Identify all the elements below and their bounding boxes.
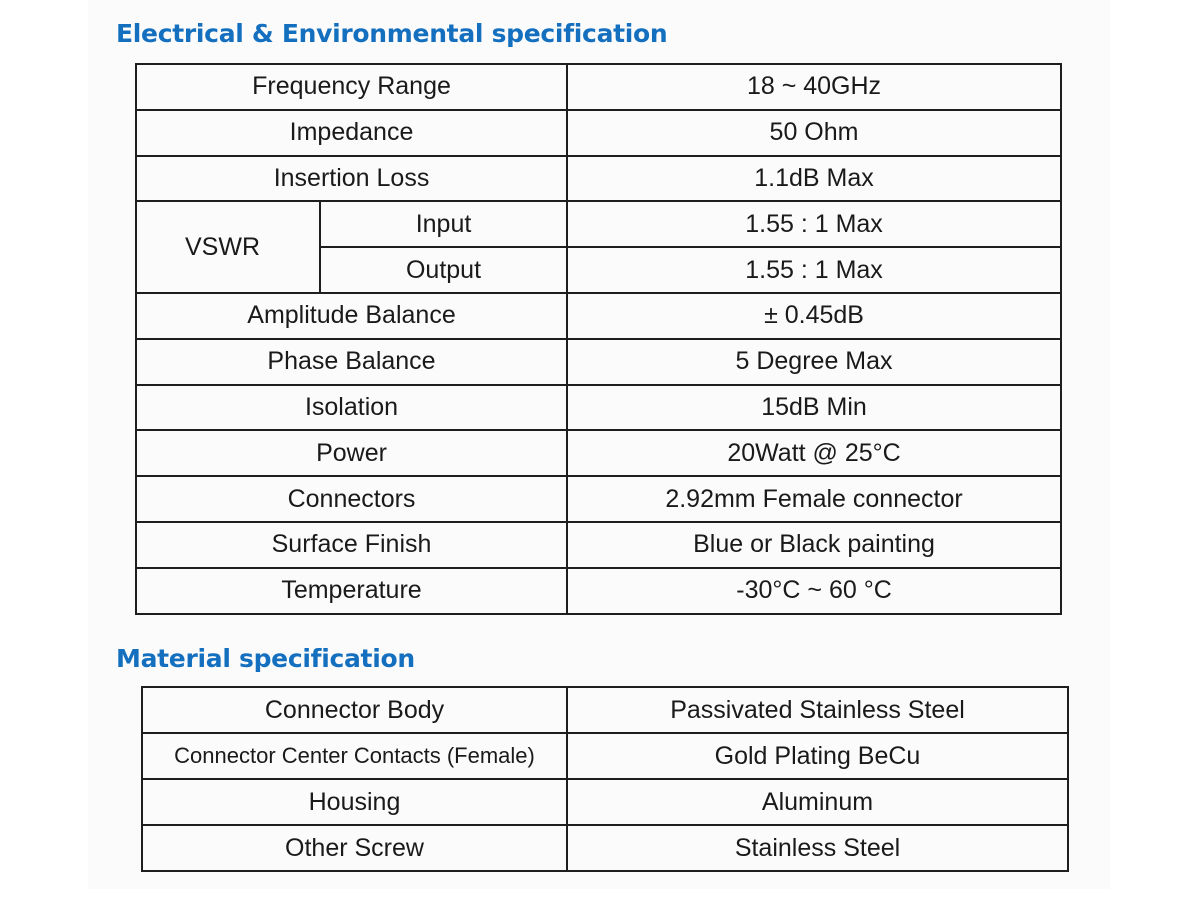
value-cell: -30°C ~ 60 °C (567, 568, 1061, 614)
table-row (136, 110, 1061, 156)
vswr-output-label: Output (320, 247, 567, 293)
table-row (136, 385, 1061, 431)
param-cell: Other Screw (142, 825, 567, 871)
value-cell: 18 ~ 40GHz (567, 64, 1061, 110)
param-cell: Housing (142, 779, 567, 825)
param-cell: Amplitude Balance (136, 293, 567, 339)
value-cell: 5 Degree Max (567, 339, 1061, 385)
table-row (136, 64, 1061, 110)
table-row (136, 568, 1061, 614)
table-row (136, 476, 1061, 522)
table-row (136, 201, 1061, 247)
electrical-section-title: Electrical & Environmental specification (116, 19, 668, 48)
value-cell: Stainless Steel (567, 825, 1068, 871)
table-row (142, 779, 1068, 825)
param-cell: Frequency Range (136, 64, 567, 110)
material-spec-table (141, 686, 1069, 872)
param-cell: Connector Center Contacts (Female) (142, 733, 567, 779)
param-cell: Temperature (136, 568, 567, 614)
value-cell: 2.92mm Female connector (567, 476, 1061, 522)
param-cell: Power (136, 430, 567, 476)
table-row (142, 825, 1068, 871)
value-cell: Blue or Black painting (567, 522, 1061, 568)
value-cell: Passivated Stainless Steel (567, 687, 1068, 733)
param-cell: Insertion Loss (136, 156, 567, 202)
table-row (136, 430, 1061, 476)
param-cell: Impedance (136, 110, 567, 156)
vswr-output-value: 1.55 : 1 Max (567, 247, 1061, 293)
table-row (142, 733, 1068, 779)
value-cell: ± 0.45dB (567, 293, 1061, 339)
table-row (136, 339, 1061, 385)
value-cell: Gold Plating BeCu (567, 733, 1068, 779)
value-cell: 20Watt @ 25°C (567, 430, 1061, 476)
param-cell: Phase Balance (136, 339, 567, 385)
param-cell: Surface Finish (136, 522, 567, 568)
value-cell: 1.1dB Max (567, 156, 1061, 202)
electrical-spec-table (135, 63, 1062, 615)
param-cell: Isolation (136, 385, 567, 431)
material-section-title: Material specification (116, 644, 415, 673)
vswr-label-cell: VSWR (136, 201, 320, 293)
value-cell: Aluminum (567, 779, 1068, 825)
table-row (142, 687, 1068, 733)
value-cell: 15dB Min (567, 385, 1061, 431)
value-cell: 50 Ohm (567, 110, 1061, 156)
table-row (136, 522, 1061, 568)
vswr-input-label: Input (320, 201, 567, 247)
vswr-input-value: 1.55 : 1 Max (567, 201, 1061, 247)
table-row (136, 293, 1061, 339)
table-row (136, 156, 1061, 202)
param-cell: Connectors (136, 476, 567, 522)
param-cell: Connector Body (142, 687, 567, 733)
